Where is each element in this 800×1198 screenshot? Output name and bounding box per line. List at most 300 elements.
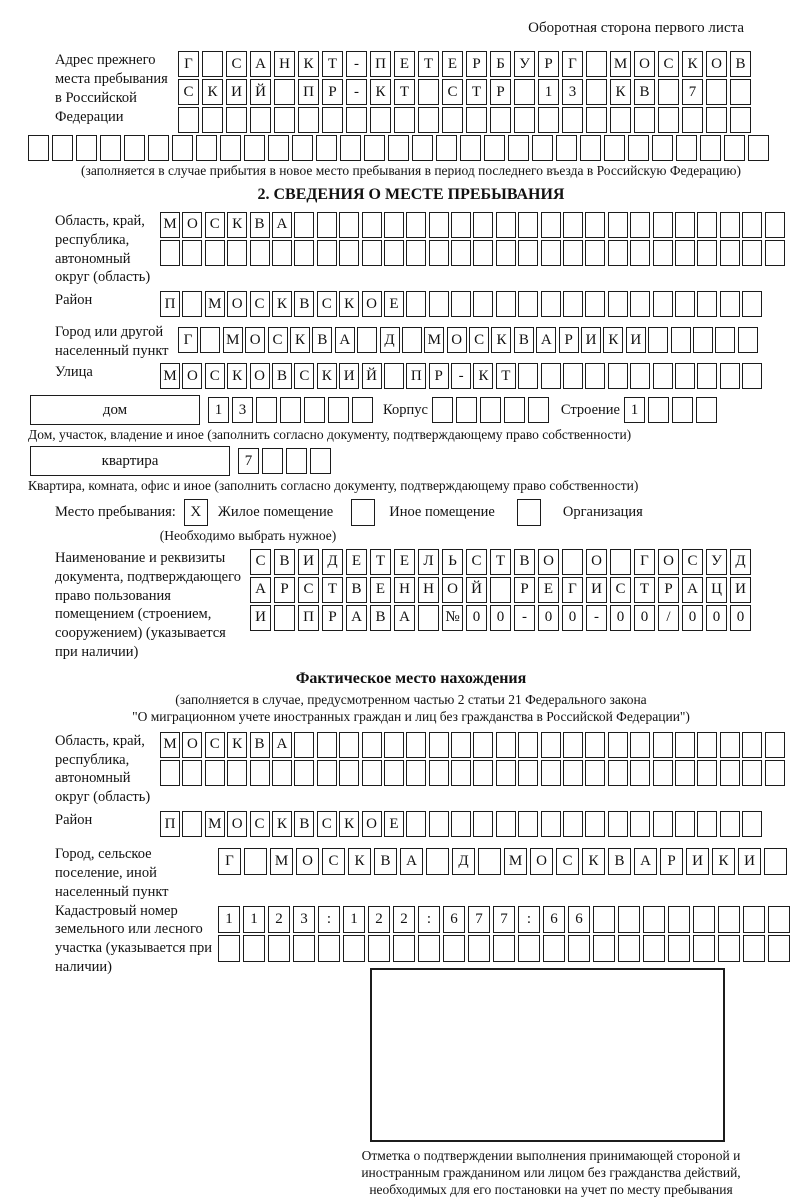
char-box[interactable] <box>563 732 583 758</box>
char-box[interactable] <box>304 397 325 423</box>
char-box[interactable] <box>668 935 690 962</box>
char-box[interactable]: С <box>322 848 345 875</box>
char-box[interactable] <box>218 935 240 962</box>
char-box[interactable] <box>352 397 373 423</box>
char-box[interactable]: 0 <box>730 605 751 631</box>
char-box[interactable] <box>451 240 471 266</box>
char-box[interactable] <box>362 732 382 758</box>
char-box[interactable] <box>580 135 601 161</box>
char-box[interactable] <box>478 848 501 875</box>
char-box[interactable] <box>697 760 717 786</box>
char-box[interactable]: С <box>469 327 489 353</box>
char-box[interactable] <box>618 935 640 962</box>
char-box[interactable]: С <box>298 577 319 603</box>
char-box[interactable] <box>202 107 223 133</box>
char-box[interactable]: О <box>182 732 202 758</box>
char-box[interactable] <box>675 240 695 266</box>
char-box[interactable] <box>182 760 202 786</box>
char-box[interactable]: Е <box>384 291 404 317</box>
char-box[interactable]: 7 <box>238 448 259 474</box>
char-box[interactable]: С <box>205 363 225 389</box>
char-box[interactable]: - <box>514 605 535 631</box>
char-box[interactable]: : <box>318 906 340 933</box>
char-box[interactable] <box>563 811 583 837</box>
char-box[interactable]: 0 <box>490 605 511 631</box>
char-box[interactable] <box>634 107 655 133</box>
char-box[interactable]: Р <box>274 577 295 603</box>
char-box[interactable] <box>429 291 449 317</box>
char-box[interactable] <box>628 135 649 161</box>
char-box[interactable] <box>648 397 669 423</box>
char-box[interactable]: К <box>603 327 623 353</box>
char-box[interactable]: Е <box>394 51 415 77</box>
char-box[interactable] <box>429 760 449 786</box>
char-box[interactable] <box>443 935 465 962</box>
char-box[interactable]: Й <box>362 363 382 389</box>
char-box[interactable]: С <box>466 549 487 575</box>
char-box[interactable]: Р <box>490 79 511 105</box>
char-box[interactable] <box>742 363 762 389</box>
char-box[interactable] <box>202 51 223 77</box>
char-box[interactable]: М <box>205 811 225 837</box>
char-box[interactable]: 1 <box>343 906 365 933</box>
char-box[interactable]: П <box>370 51 391 77</box>
char-box[interactable]: А <box>335 327 355 353</box>
char-box[interactable]: Й <box>250 79 271 105</box>
char-box[interactable] <box>718 906 740 933</box>
char-box[interactable]: 2 <box>393 906 415 933</box>
char-box[interactable]: В <box>634 79 655 105</box>
char-box[interactable]: С <box>205 732 225 758</box>
char-box[interactable]: Р <box>514 577 535 603</box>
char-box[interactable]: С <box>682 549 703 575</box>
char-box[interactable] <box>765 760 785 786</box>
char-box[interactable]: Д <box>322 549 343 575</box>
char-box[interactable]: К <box>202 79 223 105</box>
char-box[interactable] <box>182 240 202 266</box>
char-box[interactable]: Р <box>538 51 559 77</box>
char-box[interactable] <box>768 906 790 933</box>
char-box[interactable]: О <box>182 212 202 238</box>
char-box[interactable] <box>675 760 695 786</box>
char-box[interactable] <box>563 212 583 238</box>
char-box[interactable]: Т <box>466 79 487 105</box>
char-box[interactable] <box>593 906 615 933</box>
char-box[interactable] <box>362 212 382 238</box>
char-box[interactable] <box>676 135 697 161</box>
char-box[interactable]: Е <box>370 577 391 603</box>
char-box[interactable]: Т <box>322 51 343 77</box>
char-box[interactable]: М <box>223 327 243 353</box>
char-box[interactable]: М <box>424 327 444 353</box>
char-box[interactable] <box>406 760 426 786</box>
char-box[interactable] <box>388 135 409 161</box>
char-box[interactable]: И <box>586 577 607 603</box>
char-box[interactable]: М <box>160 363 180 389</box>
char-box[interactable] <box>514 107 535 133</box>
char-box[interactable]: М <box>270 848 293 875</box>
char-box[interactable] <box>743 906 765 933</box>
char-box[interactable] <box>480 397 501 423</box>
char-box[interactable] <box>643 906 665 933</box>
char-box[interactable] <box>585 732 605 758</box>
char-box[interactable]: Р <box>322 79 343 105</box>
char-box[interactable]: С <box>250 549 271 575</box>
char-box[interactable] <box>696 397 717 423</box>
char-box[interactable]: 0 <box>562 605 583 631</box>
char-box[interactable] <box>339 732 359 758</box>
char-box[interactable]: 1 <box>243 906 265 933</box>
char-box[interactable] <box>368 935 390 962</box>
char-box[interactable]: 6 <box>443 906 465 933</box>
char-box[interactable]: В <box>250 212 270 238</box>
char-box[interactable]: К <box>582 848 605 875</box>
char-box[interactable]: Н <box>274 51 295 77</box>
char-box[interactable]: В <box>370 605 391 631</box>
char-box[interactable] <box>328 397 349 423</box>
char-box[interactable] <box>648 327 668 353</box>
char-box[interactable] <box>370 107 391 133</box>
char-box[interactable] <box>384 240 404 266</box>
char-box[interactable]: П <box>298 605 319 631</box>
char-box[interactable] <box>586 107 607 133</box>
char-box[interactable]: 0 <box>610 605 631 631</box>
char-box[interactable] <box>585 811 605 837</box>
char-box[interactable]: В <box>272 363 292 389</box>
char-box[interactable] <box>429 212 449 238</box>
char-box[interactable] <box>643 935 665 962</box>
char-box[interactable] <box>528 397 549 423</box>
char-box[interactable] <box>706 79 727 105</box>
char-box[interactable] <box>671 327 691 353</box>
char-box[interactable]: К <box>272 811 292 837</box>
char-box[interactable] <box>765 240 785 266</box>
char-box[interactable] <box>653 212 673 238</box>
char-box[interactable] <box>630 732 650 758</box>
char-box[interactable]: - <box>346 51 367 77</box>
char-box[interactable]: А <box>682 577 703 603</box>
char-box[interactable] <box>274 107 295 133</box>
char-box[interactable] <box>585 291 605 317</box>
char-box[interactable]: В <box>250 732 270 758</box>
char-box[interactable]: В <box>294 291 314 317</box>
char-box[interactable]: К <box>473 363 493 389</box>
char-box[interactable] <box>697 291 717 317</box>
kvartira-type-box[interactable]: квартира <box>30 446 230 476</box>
char-box[interactable] <box>294 240 314 266</box>
char-box[interactable] <box>693 935 715 962</box>
char-box[interactable]: К <box>682 51 703 77</box>
char-box[interactable]: А <box>250 51 271 77</box>
char-box[interactable]: Е <box>394 549 415 575</box>
char-box[interactable]: М <box>160 732 180 758</box>
char-box[interactable]: И <box>738 848 761 875</box>
char-box[interactable]: И <box>226 79 247 105</box>
char-box[interactable] <box>200 327 220 353</box>
char-box[interactable] <box>768 935 790 962</box>
char-box[interactable] <box>205 240 225 266</box>
char-box[interactable] <box>604 135 625 161</box>
char-box[interactable] <box>226 107 247 133</box>
char-box[interactable] <box>316 135 337 161</box>
char-box[interactable] <box>715 327 735 353</box>
char-box[interactable] <box>630 363 650 389</box>
char-box[interactable] <box>518 212 538 238</box>
char-box[interactable]: Г <box>562 51 583 77</box>
char-box[interactable] <box>451 811 471 837</box>
char-box[interactable] <box>451 291 471 317</box>
char-box[interactable] <box>585 212 605 238</box>
char-box[interactable] <box>496 760 516 786</box>
char-box[interactable] <box>432 397 453 423</box>
char-box[interactable]: С <box>268 327 288 353</box>
char-box[interactable]: : <box>518 906 540 933</box>
char-box[interactable] <box>362 240 382 266</box>
char-box[interactable] <box>473 240 493 266</box>
char-box[interactable] <box>658 79 679 105</box>
char-box[interactable]: О <box>706 51 727 77</box>
char-box[interactable] <box>346 107 367 133</box>
char-box[interactable]: У <box>514 51 535 77</box>
char-box[interactable] <box>294 212 314 238</box>
char-box[interactable]: И <box>339 363 359 389</box>
char-box[interactable] <box>730 107 751 133</box>
char-box[interactable] <box>630 291 650 317</box>
char-box[interactable]: А <box>394 605 415 631</box>
char-box[interactable] <box>697 240 717 266</box>
char-box[interactable] <box>668 906 690 933</box>
char-box[interactable]: : <box>418 906 440 933</box>
char-box[interactable]: 2 <box>368 906 390 933</box>
char-box[interactable] <box>340 135 361 161</box>
char-box[interactable]: Г <box>178 51 199 77</box>
char-box[interactable] <box>406 811 426 837</box>
char-box[interactable]: П <box>160 811 180 837</box>
char-box[interactable] <box>451 760 471 786</box>
char-box[interactable] <box>418 79 439 105</box>
char-box[interactable] <box>406 240 426 266</box>
char-box[interactable]: М <box>205 291 225 317</box>
char-box[interactable] <box>468 935 490 962</box>
char-box[interactable]: К <box>348 848 371 875</box>
char-box[interactable]: О <box>250 363 270 389</box>
char-box[interactable] <box>697 811 717 837</box>
char-box[interactable] <box>490 577 511 603</box>
char-box[interactable] <box>608 212 628 238</box>
char-box[interactable] <box>563 240 583 266</box>
char-box[interactable] <box>585 240 605 266</box>
char-box[interactable] <box>532 135 553 161</box>
char-box[interactable] <box>541 291 561 317</box>
char-box[interactable]: С <box>294 363 314 389</box>
char-box[interactable] <box>456 397 477 423</box>
char-box[interactable] <box>418 107 439 133</box>
char-box[interactable] <box>451 732 471 758</box>
char-box[interactable] <box>496 291 516 317</box>
char-box[interactable]: П <box>406 363 426 389</box>
char-box[interactable] <box>593 935 615 962</box>
char-box[interactable]: / <box>658 605 679 631</box>
char-box[interactable] <box>124 135 145 161</box>
char-box[interactable] <box>556 135 577 161</box>
char-box[interactable] <box>764 848 787 875</box>
char-box[interactable]: Т <box>490 549 511 575</box>
char-box[interactable]: Д <box>452 848 475 875</box>
char-box[interactable]: Б <box>490 51 511 77</box>
char-box[interactable]: № <box>442 605 463 631</box>
char-box[interactable] <box>250 760 270 786</box>
char-box[interactable]: Т <box>394 79 415 105</box>
char-box[interactable]: - <box>451 363 471 389</box>
char-box[interactable]: Д <box>730 549 751 575</box>
char-box[interactable]: О <box>362 291 382 317</box>
char-box[interactable]: Е <box>384 811 404 837</box>
char-box[interactable]: О <box>538 549 559 575</box>
char-box[interactable] <box>243 935 265 962</box>
char-box[interactable] <box>160 760 180 786</box>
char-box[interactable]: С <box>250 291 270 317</box>
char-box[interactable] <box>541 240 561 266</box>
char-box[interactable]: 1 <box>218 906 240 933</box>
char-box[interactable] <box>406 732 426 758</box>
char-box[interactable]: О <box>245 327 265 353</box>
char-box[interactable]: 7 <box>468 906 490 933</box>
char-box[interactable] <box>496 811 516 837</box>
char-box[interactable] <box>608 732 628 758</box>
char-box[interactable] <box>541 212 561 238</box>
char-box[interactable]: 3 <box>562 79 583 105</box>
char-box[interactable]: В <box>294 811 314 837</box>
char-box[interactable] <box>172 135 193 161</box>
char-box[interactable] <box>412 135 433 161</box>
char-box[interactable] <box>608 291 628 317</box>
char-box[interactable] <box>473 760 493 786</box>
char-box[interactable]: Р <box>658 577 679 603</box>
char-box[interactable]: О <box>634 51 655 77</box>
char-box[interactable]: 2 <box>268 906 290 933</box>
char-box[interactable]: О <box>227 811 247 837</box>
char-box[interactable] <box>406 212 426 238</box>
char-box[interactable]: 0 <box>634 605 655 631</box>
char-box[interactable] <box>518 760 538 786</box>
char-box[interactable] <box>496 240 516 266</box>
char-box[interactable]: К <box>227 212 247 238</box>
char-box[interactable] <box>742 291 762 317</box>
char-box[interactable] <box>675 291 695 317</box>
char-box[interactable] <box>675 732 695 758</box>
char-box[interactable]: Р <box>429 363 449 389</box>
char-box[interactable] <box>562 549 583 575</box>
char-box[interactable]: О <box>530 848 553 875</box>
char-box[interactable] <box>608 363 628 389</box>
char-box[interactable]: Н <box>418 577 439 603</box>
char-box[interactable]: Т <box>496 363 516 389</box>
char-box[interactable]: 6 <box>568 906 590 933</box>
char-box[interactable]: С <box>442 79 463 105</box>
char-box[interactable] <box>473 811 493 837</box>
char-box[interactable]: О <box>182 363 202 389</box>
char-box[interactable] <box>653 732 673 758</box>
char-box[interactable] <box>518 935 540 962</box>
char-box[interactable]: С <box>226 51 247 77</box>
char-box[interactable]: В <box>346 577 367 603</box>
char-box[interactable]: А <box>250 577 271 603</box>
char-box[interactable]: У <box>706 549 727 575</box>
char-box[interactable]: В <box>514 327 534 353</box>
char-box[interactable]: Р <box>660 848 683 875</box>
char-box[interactable]: 1 <box>208 397 229 423</box>
dom-type-box[interactable]: дом <box>30 395 200 425</box>
char-box[interactable] <box>653 291 673 317</box>
char-box[interactable]: - <box>346 79 367 105</box>
char-box[interactable]: 0 <box>466 605 487 631</box>
char-box[interactable] <box>693 327 713 353</box>
char-box[interactable]: К <box>298 51 319 77</box>
char-box[interactable] <box>227 760 247 786</box>
char-box[interactable] <box>706 107 727 133</box>
char-box[interactable]: О <box>227 291 247 317</box>
char-box[interactable]: 1 <box>538 79 559 105</box>
char-box[interactable] <box>508 135 529 161</box>
char-box[interactable] <box>418 935 440 962</box>
char-box[interactable] <box>280 397 301 423</box>
char-box[interactable] <box>322 107 343 133</box>
char-box[interactable] <box>608 811 628 837</box>
char-box[interactable]: С <box>205 212 225 238</box>
char-box[interactable]: А <box>400 848 423 875</box>
char-box[interactable] <box>496 212 516 238</box>
char-box[interactable] <box>586 79 607 105</box>
char-box[interactable]: К <box>712 848 735 875</box>
char-box[interactable] <box>317 212 337 238</box>
char-box[interactable] <box>743 935 765 962</box>
char-box[interactable] <box>697 212 717 238</box>
char-box[interactable] <box>339 240 359 266</box>
char-box[interactable]: Т <box>634 577 655 603</box>
char-box[interactable] <box>562 107 583 133</box>
char-box[interactable] <box>682 107 703 133</box>
char-box[interactable] <box>563 760 583 786</box>
char-box[interactable]: М <box>504 848 527 875</box>
char-box[interactable]: К <box>272 291 292 317</box>
char-box[interactable] <box>568 935 590 962</box>
char-box[interactable] <box>738 327 758 353</box>
char-box[interactable] <box>318 935 340 962</box>
char-box[interactable]: И <box>250 605 271 631</box>
char-box[interactable] <box>384 212 404 238</box>
char-box[interactable] <box>653 363 673 389</box>
char-box[interactable] <box>160 240 180 266</box>
char-box[interactable]: С <box>556 848 579 875</box>
checkbox-inoe[interactable] <box>351 499 375 526</box>
char-box[interactable] <box>541 363 561 389</box>
char-box[interactable]: К <box>370 79 391 105</box>
char-box[interactable] <box>720 291 740 317</box>
char-box[interactable]: К <box>227 732 247 758</box>
char-box[interactable]: Л <box>418 549 439 575</box>
char-box[interactable] <box>563 363 583 389</box>
char-box[interactable]: Н <box>394 577 415 603</box>
char-box[interactable] <box>466 107 487 133</box>
char-box[interactable] <box>293 935 315 962</box>
char-box[interactable] <box>675 811 695 837</box>
char-box[interactable] <box>720 363 740 389</box>
char-box[interactable] <box>402 327 422 353</box>
char-box[interactable]: О <box>442 577 463 603</box>
char-box[interactable] <box>436 135 457 161</box>
char-box[interactable] <box>693 906 715 933</box>
char-box[interactable]: С <box>250 811 270 837</box>
